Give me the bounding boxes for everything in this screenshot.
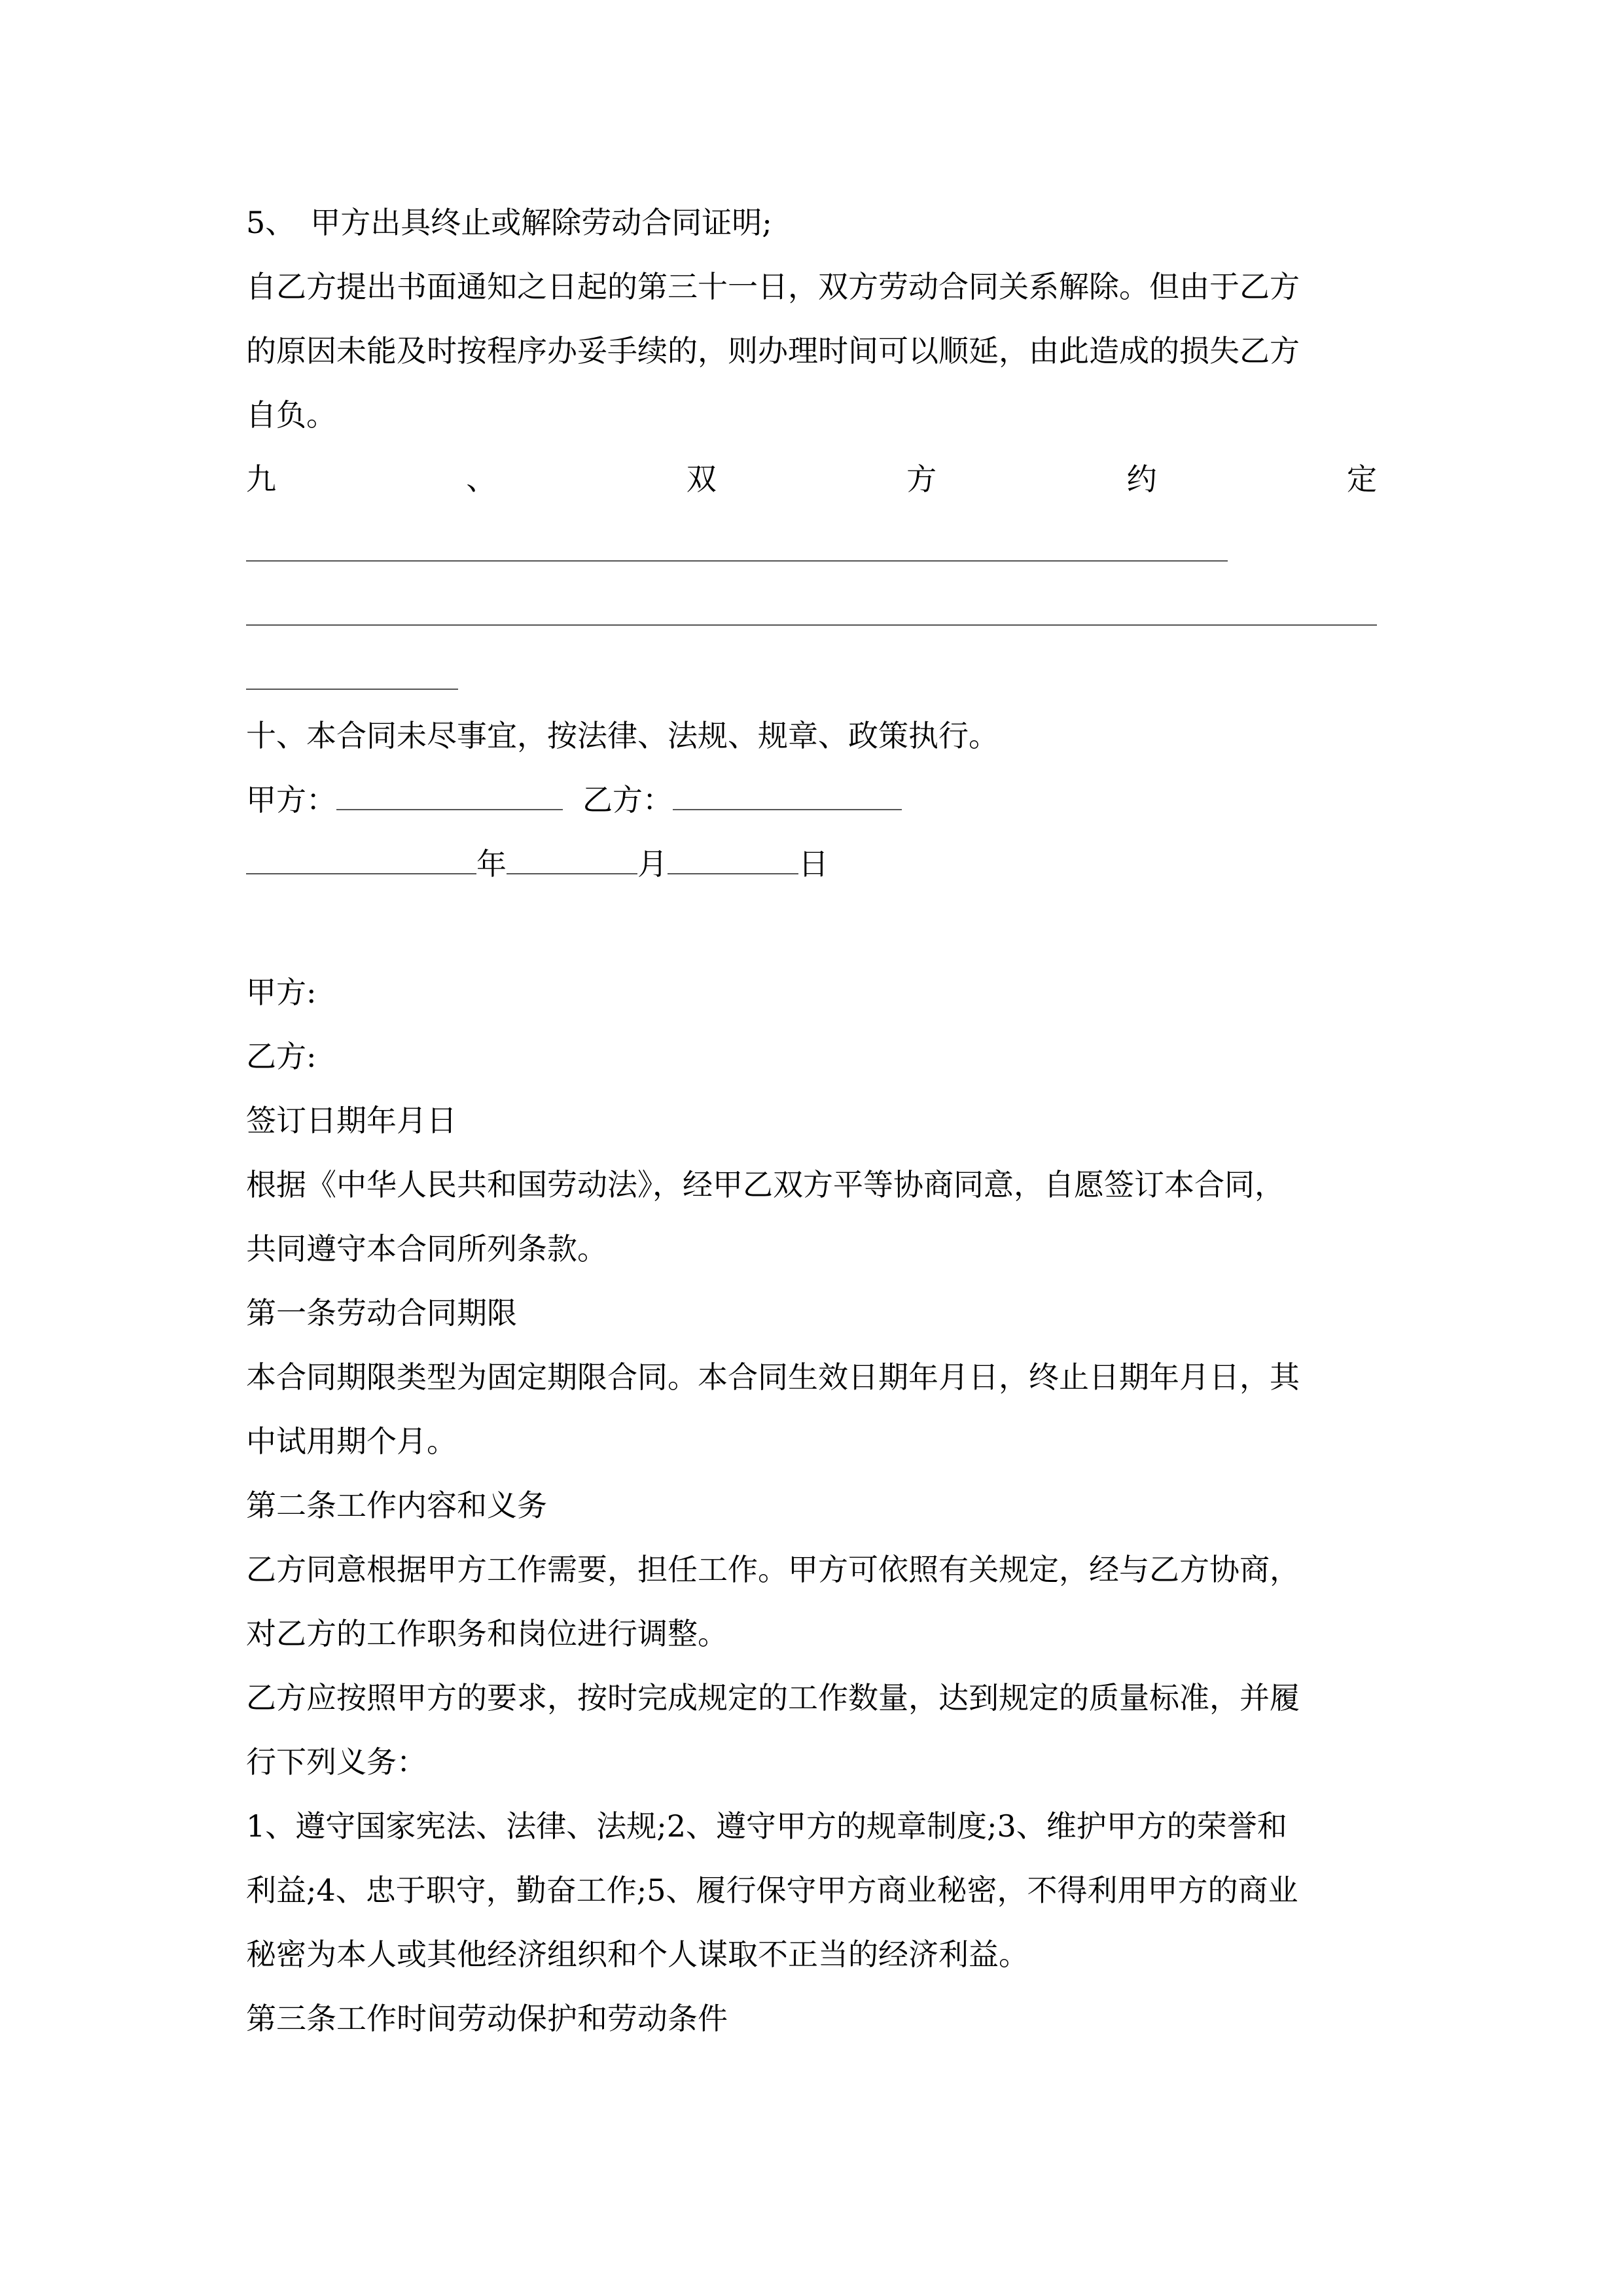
party-b-blank: [673, 783, 902, 810]
preamble-line-2: 共同遵守本合同所列条款。: [246, 1231, 607, 1266]
section-9-char: 定: [1346, 461, 1377, 497]
year-blank: [246, 847, 476, 874]
month-blank: [507, 847, 637, 874]
month-label: 月: [637, 846, 668, 882]
article-1-title: 第一条劳动合同期限: [246, 1295, 517, 1331]
party-b: 乙方:: [246, 1039, 317, 1074]
preamble-line-1: 根据《中华人民共和国劳动法》，经甲乙双方平等协商同意，自愿签订本合同，: [246, 1167, 1285, 1202]
article-3-title: 第三条工作时间劳动保护和劳动条件: [246, 2001, 728, 2036]
party-a-label: 甲方：: [246, 782, 336, 817]
para-resign-line-2: 的原因未能及时按程序办妥手续的，则办理时间可以顺延，由此造成的损失乙方: [246, 333, 1300, 368]
year-label: 年: [476, 846, 507, 882]
section-9-char: 方: [906, 461, 937, 497]
party-b-label: 乙方：: [582, 782, 673, 817]
date-line: [246, 846, 1377, 882]
article-1-body-line-2: 中试用期个月。: [246, 1424, 457, 1459]
party-a: 甲方:: [246, 975, 317, 1010]
article-2-body1-line-2: 对乙方的工作职务和岗位进行调整。: [246, 1616, 728, 1651]
section-9-heading: [246, 461, 1377, 497]
party-a-blank: [336, 783, 563, 810]
day-label: 日: [798, 846, 829, 882]
day-blank: [668, 847, 798, 874]
duties-line-3: 秘密为本人或其他经济组织和个人谋取不正当的经济利益。: [246, 1937, 1029, 1972]
section-9-char: 、: [466, 461, 497, 497]
blank-fill-line: [246, 560, 1228, 562]
section-9-char: 约: [1126, 461, 1157, 497]
sign-date: 签订日期年月日: [246, 1103, 457, 1138]
section-9-char: 双: [686, 461, 717, 497]
blank-fill-line: [246, 624, 1377, 626]
article-2-body2-line-1: 乙方应按照甲方的要求，按时完成规定的工作数量，达到规定的质量标准，并履: [246, 1680, 1300, 1715]
signature-line: [246, 781, 1377, 818]
article-2-body2-line-2: 行下列义务：: [246, 1744, 427, 1780]
article-2-title: 第二条工作内容和义务: [246, 1488, 547, 1523]
duties-line-1: 1、遵守国家宪法、法律、法规;2、遵守甲方的规章制度;3、维护甲方的荣誉和: [246, 1808, 1287, 1844]
blank-fill-line: [246, 689, 458, 690]
section-9-char: 九: [246, 461, 276, 497]
article-2-body1-line-1: 乙方同意根据甲方工作需要，担任工作。甲方可依照有关规定，经与乙方协商，: [246, 1552, 1300, 1587]
para-resign-line-1: 自乙方提出书面通知之日起的第三十一日，双方劳动合同关系解除。但由于乙方: [246, 269, 1300, 304]
duties-line-2: 利益;4、忠于职守，勤奋工作;5、履行保守甲方商业秘密，不得利用甲方的商业: [246, 1873, 1298, 1908]
para-resign-line-3: 自负。: [246, 397, 336, 433]
item-5: 5、 甲方出具终止或解除劳动合同证明;: [246, 205, 772, 240]
article-1-body-line-1: 本合同期限类型为固定期限合同。本合同生效日期年月日，终止日期年月日，其: [246, 1359, 1300, 1395]
section-10: 十、本合同未尽事宜，按法律、法规、规章、政策执行。: [246, 718, 999, 753]
